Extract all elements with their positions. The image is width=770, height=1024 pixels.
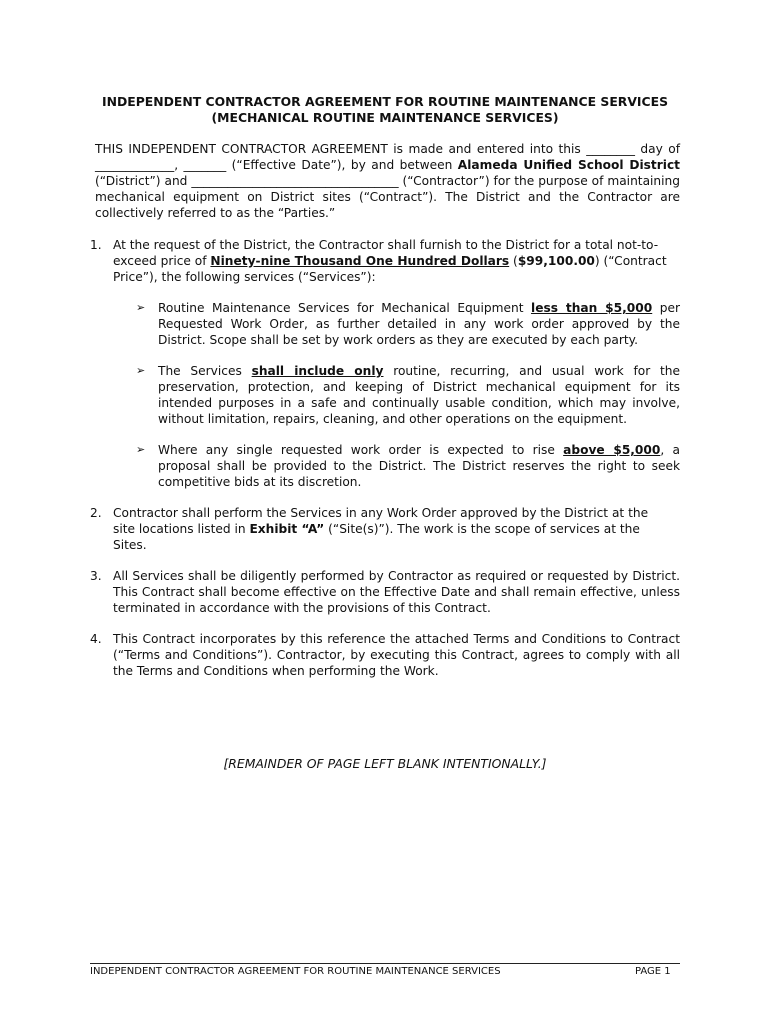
intro-paragraph [95, 141, 680, 221]
district-name: Alameda Unified School District [457, 158, 680, 172]
section-text: All Services shall be diligently performed by Contractor as required or requested by District. This Contract shall become effective on the Effective Date and shall remain effective, unless terminated in accordance with the provisions of this Contract. [113, 569, 680, 615]
bullet-1-emphasis: less than $5,000 [531, 301, 653, 315]
bullet-2-text-b: routine, recurring, and usual work for the preservation, protection, and keeping of District mechanical equipment for its intended purposes in a safe and continually usable condition, which may involve, without limitation, repairs, cleaning, and other operations on the equipment. [158, 364, 681, 426]
bullet-text [158, 442, 680, 490]
bullet-text [158, 363, 680, 427]
remainder-blank-notice: [REMAINDER OF PAGE LEFT BLANK INTENTIONALLY.] [223, 756, 547, 771]
page-number: PAGE 1 [635, 966, 671, 977]
section-1 [90, 237, 680, 285]
section-4 [90, 631, 680, 679]
bullet-2 [136, 363, 680, 427]
bullet-3-text-b: , a proposal shall be provided to the District. The District reserves the right to seek competitive bids at its discretion. [158, 443, 681, 489]
section-2-text-a: Contractor shall perform the Services in any Work Order approved by the District at the site locations listed in [113, 506, 649, 536]
section-1-text-c: ) (“Contract Price”), the following services (“Services”): [113, 254, 667, 284]
intro-text-2: (“District”) and __________________________________ (“Contractor”) for the purpose of maintaining mechanical equipment on District sites (“Contract”). The District and the Contractor are collectively referred to as the “Parties.” [95, 174, 680, 220]
section-text [113, 237, 680, 285]
section-number: 4. [90, 632, 102, 646]
bullet-arrow-icon: ➢ [136, 443, 146, 456]
section-number: 1. [90, 238, 102, 252]
section-1-text-a: At the request of the District, the Contractor shall furnish to the District for a total not-to-exceed price of [113, 238, 659, 268]
bullet-text [158, 300, 680, 348]
bullet-arrow-icon: ➢ [136, 364, 146, 377]
contract-price-words: Ninety-nine Thousand One Hundred Dollars [210, 254, 510, 268]
title-line-1: INDEPENDENT CONTRACTOR AGREEMENT FOR ROUTINE MAINTENANCE SERVICES [101, 94, 669, 109]
bullet-3-text-a: Where any single requested work order is expected to rise [158, 443, 564, 457]
contract-price-number: $99,100.00 [517, 254, 595, 268]
bullet-2-emphasis: shall include only [251, 364, 384, 378]
bullet-arrow-icon: ➢ [136, 301, 146, 314]
footer-divider [90, 963, 680, 964]
section-text: This Contract incorporates by this reference the attached Terms and Conditions to Contract (“Terms and Conditions”). Contractor, by executing this Contract, agrees to comply with all the Terms and Conditions when performing the Work. [113, 632, 680, 678]
exhibit-reference: Exhibit “A” [249, 522, 325, 536]
bullet-3 [136, 442, 680, 490]
section-number: 2. [90, 506, 102, 520]
bullet-3-emphasis: above $5,000 [563, 443, 661, 457]
section-number: 3. [90, 569, 102, 583]
intro-text-1: THIS INDEPENDENT CONTRACTOR AGREEMENT is made and entered into this ________ day of _____________, _______ (“Effective Date”), by and between [95, 142, 680, 172]
bullet-1-text-b: per Requested Work Order, as further detailed in any work order approved by the District. Scope shall be set by work orders as they are executed by each party. [158, 301, 680, 347]
section-text [113, 505, 660, 553]
section-3 [90, 568, 680, 616]
document-title [60, 94, 710, 126]
title-line-2: (MECHANICAL ROUTINE MAINTENANCE SERVICES) [211, 110, 559, 125]
footer-title: INDEPENDENT CONTRACTOR AGREEMENT FOR ROUTINE MAINTENANCE SERVICES [90, 966, 501, 977]
section-1-text-b: ( [509, 254, 518, 268]
section-2-text-b: (“Site(s)”). The work is the scope of services at the Sites. [113, 522, 640, 552]
bullet-1-text-a: Routine Maintenance Services for Mechanical Equipment [158, 301, 532, 315]
section-2 [90, 505, 660, 553]
bullet-1 [136, 300, 680, 348]
bullet-2-text-a: The Services [158, 364, 252, 378]
